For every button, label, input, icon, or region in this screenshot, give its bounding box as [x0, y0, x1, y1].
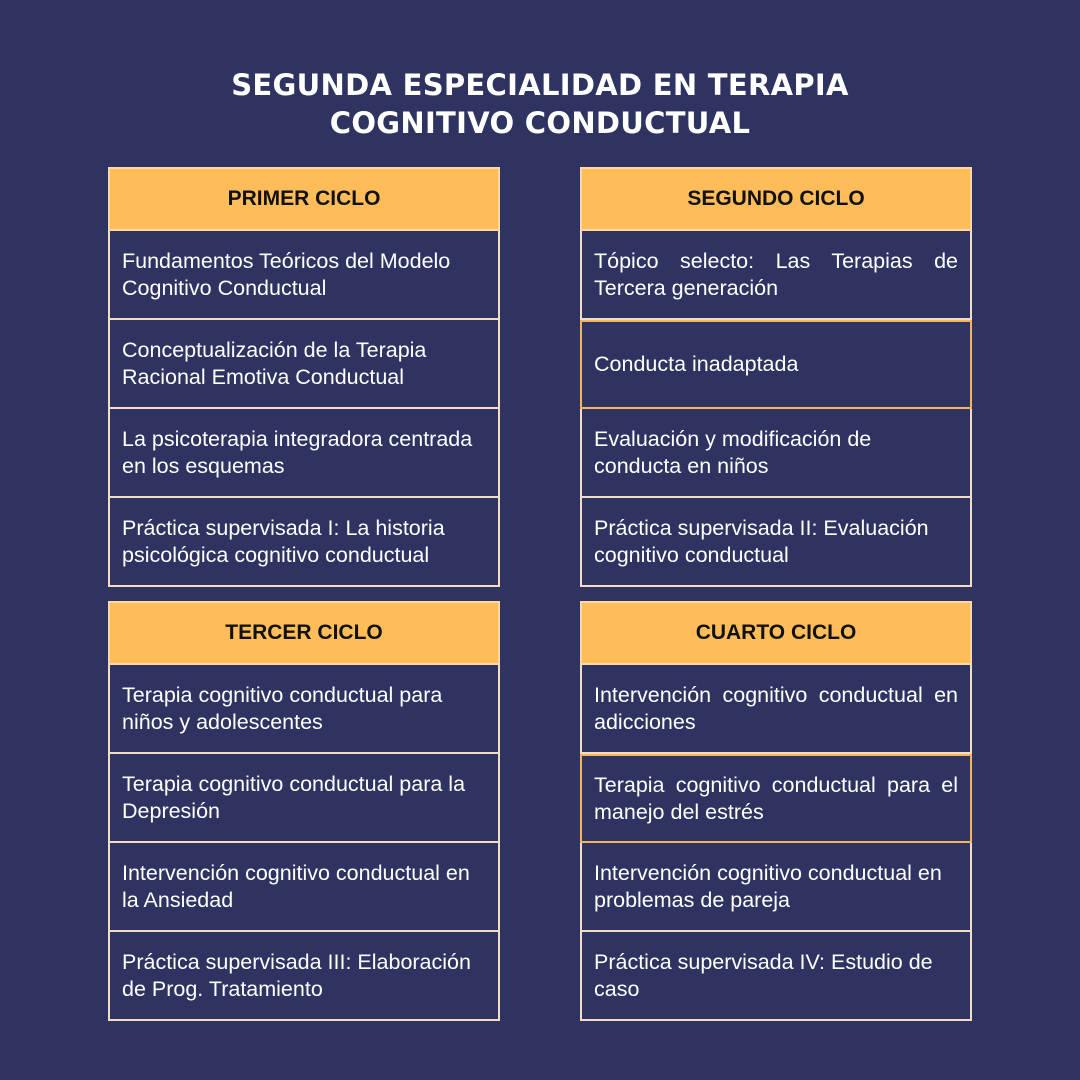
cycle-card-tercer: [108, 601, 500, 1021]
course-cell: [580, 231, 972, 320]
cycle-card-primer: [108, 167, 500, 587]
course-cell: [108, 320, 500, 409]
course-label: Conducta inadaptada: [594, 352, 799, 376]
cycle-card-segundo: [580, 167, 972, 587]
course-label: Intervención cognitivo conductual en problemas de pareja: [594, 860, 942, 912]
course-cell: [580, 498, 972, 587]
course-label: Evaluación y modificación de conducta en niños: [594, 426, 872, 478]
course-cell: [580, 932, 972, 1021]
course-label: Intervención cognitivo conductual en adicciones: [594, 682, 958, 734]
course-label: Conceptualización de la Terapia Racional Emotiva Conductual: [122, 337, 427, 389]
course-label: Fundamentos Teóricos del Modelo Cognitivo Conductual: [122, 248, 451, 300]
course-label: Práctica supervisada II: Evaluación cognitivo conductual: [594, 515, 929, 567]
course-cell: [580, 754, 972, 843]
course-cell: [108, 231, 500, 320]
course-label: Intervención cognitivo conductual en la Ansiedad: [122, 860, 470, 912]
course-label: Práctica supervisada I: La historia psicológica cognitivo conductual: [122, 515, 445, 567]
course-cell: [108, 843, 500, 932]
course-label: Terapia cognitivo conductual para niños y adolescentes: [122, 682, 443, 734]
course-cell: [108, 498, 500, 587]
cycle-header: TERCER CICLO: [108, 601, 500, 665]
course-cell: [580, 843, 972, 932]
course-label: La psicoterapia integradora centrada en los esquemas: [122, 426, 473, 478]
course-cell: [108, 409, 500, 498]
course-label: Terapia cognitivo conductual para la Depresión: [122, 771, 466, 823]
course-cell: [580, 665, 972, 754]
course-cell: [580, 320, 972, 409]
title-line-1: SEGUNDA ESPECIALIDAD EN TERAPIA: [231, 68, 849, 102]
course-label: Terapia cognitivo conductual para el manejo del estrés: [594, 772, 958, 824]
title-line-2: COGNITIVO CONDUCTUAL: [329, 106, 751, 140]
cycle-header: SEGUNDO CICLO: [580, 167, 972, 231]
course-cell: [108, 932, 500, 1021]
course-cell: [108, 754, 500, 843]
course-label: Práctica supervisada III: Elaboración de Prog. Tratamiento: [122, 949, 471, 1001]
page-title: [0, 66, 1080, 142]
course-cell: [580, 409, 972, 498]
cycle-header: PRIMER CICLO: [108, 167, 500, 231]
cycle-card-cuarto: [580, 601, 972, 1021]
course-label: Tópico selecto: Las Terapias de Tercera generación: [594, 248, 958, 300]
course-cell: [108, 665, 500, 754]
course-label: Práctica supervisada IV: Estudio de caso: [594, 949, 933, 1001]
cycle-header: CUARTO CICLO: [580, 601, 972, 665]
